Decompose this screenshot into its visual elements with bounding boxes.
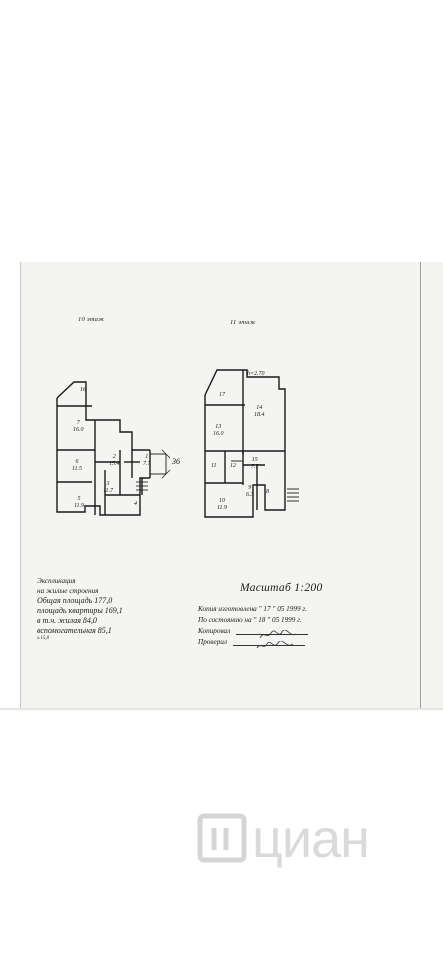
legend-apartment-area: площадь квартиры 169,1 xyxy=(37,606,123,615)
scale-label: Масштаб 1:200 xyxy=(240,582,323,594)
watermark-text: циан xyxy=(252,809,369,869)
copied-by-row xyxy=(198,626,408,637)
checked-by-signature xyxy=(233,645,305,646)
legend-note: л.15,0 xyxy=(37,636,50,641)
sheet-right-edge-line xyxy=(420,262,421,710)
room-1-label: 1 7.7 xyxy=(143,454,151,467)
certificate-block xyxy=(198,604,408,648)
room-4-label: 4 xyxy=(134,501,137,507)
room-8-label: 8 xyxy=(266,489,269,495)
room-13-label: 13 16.0 xyxy=(213,424,224,437)
room-2-label: 2 15.4 xyxy=(109,454,120,467)
legend-living-area: в т.ч. жилая 84,0 xyxy=(37,616,97,625)
room-3-label: 3 11.7 xyxy=(103,481,114,494)
sheet-shadow xyxy=(0,708,443,711)
room-17-label: 17 xyxy=(219,392,225,398)
copied-by-label: Копировал xyxy=(198,627,231,635)
room-11-label: 11 xyxy=(211,463,217,469)
checked-by-row xyxy=(198,637,408,648)
room-15-label: 15 7.7 xyxy=(251,457,259,470)
floor-10-dimension: 36 xyxy=(172,457,180,466)
copied-by-signature xyxy=(236,634,308,635)
state-as-of-date: По состоянию на " 18 " 05 1999 г. xyxy=(198,616,302,624)
room-5-label: 5 11.9 xyxy=(74,496,85,509)
legend-subtitle: на жилые строения xyxy=(37,587,99,595)
legend-total-area: Общая площадь 177,0 xyxy=(37,596,113,605)
copy-made-date: Копия изготовлена " 17 " 05 1999 г. xyxy=(198,605,307,613)
floor-11-label: 11 этаж xyxy=(230,319,256,326)
checked-by-label: Проверил xyxy=(198,638,228,646)
floor-11-height: h=2.70 xyxy=(247,371,265,377)
legend-title: Экспликация xyxy=(37,577,76,585)
legend-auxiliary-area: вспомогательная 85,1 xyxy=(37,626,112,635)
room-12-label: 12 xyxy=(230,463,236,469)
room-6-label: 6 11.5 xyxy=(72,459,83,472)
room-10-label: 10 11.9 xyxy=(217,498,228,511)
area-legend xyxy=(37,576,212,642)
room-7-label: 7 16.0 xyxy=(73,420,84,433)
sheet-left-edge xyxy=(20,262,21,710)
room-16-label: 16 xyxy=(80,387,86,393)
room-9-label: 9 6.3 xyxy=(246,485,254,498)
floor-10-plan xyxy=(50,370,190,520)
room-14-label: 14 18.4 xyxy=(254,405,265,418)
floor-10-label: 10 этаж xyxy=(78,316,105,323)
